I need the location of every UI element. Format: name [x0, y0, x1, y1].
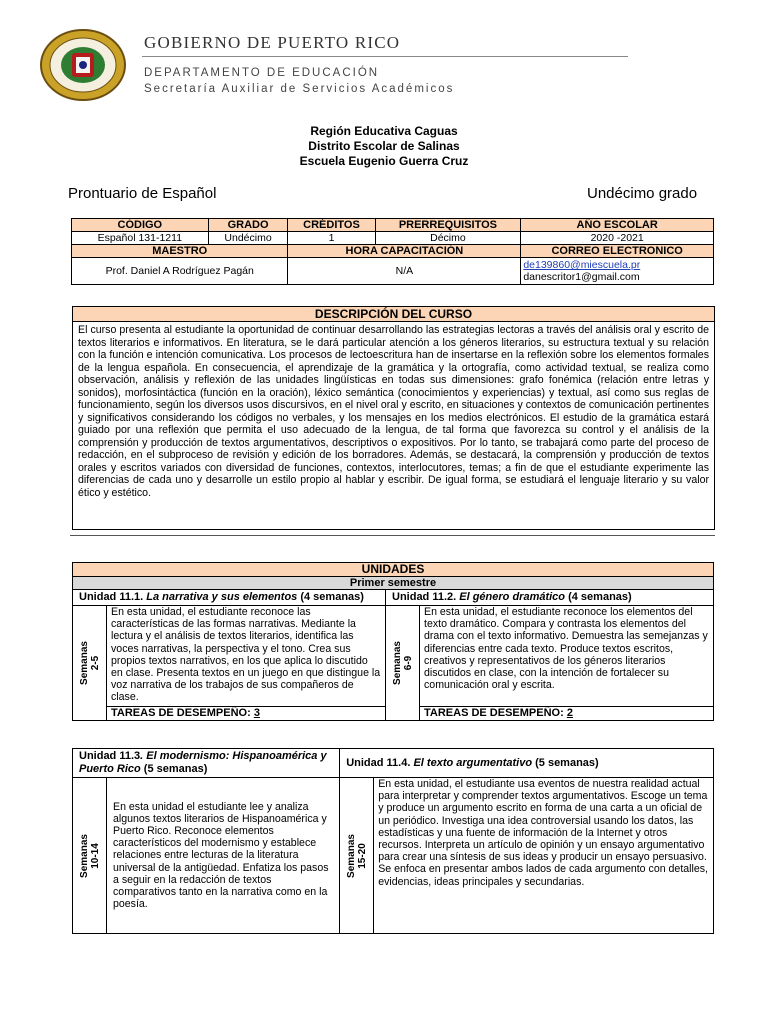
- semester-label: Primer semestre: [73, 577, 714, 590]
- unit-11-1-weeks: Semanas 2-5: [73, 606, 107, 721]
- header-rule: [142, 56, 628, 57]
- training-hours: N/A: [288, 258, 521, 285]
- unit-11-2-tasks: TAREAS DE DESEMPEÑO: 2: [420, 707, 714, 721]
- unit-11-4-title: Unidad 11.4. El texto argumentativo (5 semanas): [340, 749, 714, 778]
- description-heading: DESCRIPCIÓN DEL CURSO: [73, 307, 714, 322]
- unit-11-3-body: En esta unidad el estudiante lee y analiza algunos textos literarios de Hispanoamérica y Puerto Rico. Reconoce elementos característicos del modernismo y establece relaciones entre lecturas de la literatura universal de la antigüedad. Enfatiza los pasos a seguir en la redacción de textos comparativos tanto en la narrativa como en la poesía.: [107, 778, 340, 934]
- government-title: GOBIERNO DE PUERTO RICO: [144, 33, 401, 52]
- header-codigo: CÓDIGO: [72, 219, 209, 232]
- header-grado: GRADO: [208, 219, 288, 232]
- value-ano-escolar: 2020 -2021: [521, 232, 714, 245]
- header-creditos: CRÉDITOS: [288, 219, 375, 232]
- course-description: [72, 306, 715, 530]
- document-title: Prontuario de Español: [68, 185, 217, 202]
- header-maestro: MAESTRO: [72, 245, 288, 258]
- description-body: El curso presenta al estudiante la oportunidad de continuar desarrollando las estrategias lectoras a través del análisis oral y escrito de textos literarios e informativos. En literatura, se le dará particular atención a los géneros literarios, su estructura textual y su relación con la función e intención comunicativa. Los procesos de lectoescritura han de insertarse en la reflexión sobre los elementos formales de la lengua española. En consecuencia, el aprendizaje de la gramática y la ortografía, como actividad textual, se realiza como observación, análisis y reflexión de las unidades lingüísticas en todas sus dimensiones: grafo fonémica (relación entre letras y sonidos), morfosintáctica (función en la oración), léxico semántica (conocimientos y experiencias) y textual, así como sus reglas de funcionamiento, según los diversos usos discursivos, en el nivel oral y escrito, en situaciones y contextos de comunicación pertinentes y significativos considerando los códigos no verbales, y los mensajes en los medios electrónicos. El estudio de la gramática estará guiado por una reflexión que permita el uso adecuado de la lengua, de tal forma que favorezca su control y el análisis de la comprensión y producción de textos argumentativos, descriptivos o expositivos. Por lo tanto, se trabajará como parte del proceso de redacción, en el subproceso de revisión y edición de los borradores. Además, se destacará, la comprensión y producción de textos orales y escritos variados con diversidad de funciones, contextos, interlocutores, temas; a fin de que el estudiante experimente las diferencias de cada uno y desarrolle un estilo propio al hablar y escribir. De igual forma, se estudiará el lenguaje literario y su valor ético y estético.: [78, 324, 709, 499]
- unit-11-3-weeks: Semanas 10-14: [73, 778, 107, 934]
- unit-11-4-weeks: Semanas 15-20: [340, 778, 374, 934]
- government-seal: [36, 28, 130, 102]
- header-prerrequisitos: PRERREQUISITOS: [375, 219, 521, 232]
- unit-11-2-body: En esta unidad, el estudiante reconoce los elementos del texto dramático. Compara y contrasta los elementos del drama con el texto informativo. Demuestra las semejanzas y diferencias entre cada texto. Produce textos escritos, creativos y representativos de los géneros literarios discutidos en clase, con la intención de fortalecer su comunicación oral y escrita.: [420, 606, 714, 707]
- value-creditos: 1: [288, 232, 375, 245]
- teacher-name: Prof. Daniel A Rodríguez Pagán: [72, 258, 288, 285]
- header-correo: CORREO ELECTRONICO: [521, 245, 714, 258]
- section-divider: [70, 535, 715, 536]
- school-name: Escuela Eugenio Guerra Cruz: [299, 154, 469, 168]
- header-hora: HORA CAPACITACIÓN: [288, 245, 521, 258]
- email-cell: [521, 258, 714, 285]
- unit-11-1-body: En esta unidad, el estudiante reconoce las características de las formas narrativas. Mediante la lectura y el análisis de textos literarios, identifica las voces narrativas, la perspectiva y el tono. Crea sus propios textos narrativos, en los que aplica lo discutido en clase. Presenta textos en un juego en que distingue la voz narrativa de los trabajos de sus compañeros de clase.: [107, 606, 386, 707]
- units-table: [72, 562, 714, 721]
- school-info: [0, 124, 768, 169]
- unit-11-1-title: Unidad 11.1. La narrativa y sus elementos (4 semanas): [73, 590, 386, 606]
- header-ano-escolar: AÑO ESCOLAR: [521, 219, 714, 232]
- value-grado: Undécimo: [208, 232, 288, 245]
- unit-11-2-weeks: Semanas 6-9: [386, 606, 420, 721]
- email-secondary: danescritor1@gmail.com: [523, 271, 640, 283]
- value-codigo: Español 131-1211: [72, 232, 209, 245]
- region: Región Educativa Caguas: [310, 124, 458, 138]
- district: Distrito Escolar de Salinas: [308, 139, 460, 153]
- secretariat-name: Secretaría Auxiliar de Servicios Académicos: [144, 83, 455, 95]
- course-info-table: [71, 218, 714, 285]
- email-link[interactable]: de139860@miescuela.pr: [523, 259, 641, 271]
- unit-11-2-title: Unidad 11.2. El género dramático (4 semanas): [386, 590, 714, 606]
- units-table-2: [72, 748, 714, 934]
- unit-11-4-body: En esta unidad, el estudiante usa eventos de nuestra realidad actual para interpretar y comprender textos argumentativos. Escoge un tema y produce un argumento escrito en forma de una carta a un oficial de un periódico. Investiga una idea controversial usando los datos, las estadísticas y una fuente de información de la Internet y otros recursos. Interpreta un artículo de opinión y un ensayo argumentativo para crear una síntesis de sus ideas y producir un ensayo persuasivo. Se enfoca en presentar ambos lados de cada argumento con detalles, evidencias, ideas principales y secundarias.: [374, 778, 714, 934]
- unit-11-1-tasks: TAREAS DE DESEMPEÑO: 3: [107, 707, 386, 721]
- grade-label: Undécimo grado: [587, 185, 698, 202]
- department-name: DEPARTAMENTO DE EDUCACIÓN: [144, 67, 380, 79]
- units-heading: UNIDADES: [73, 563, 714, 577]
- value-prerrequisitos: Décimo: [375, 232, 521, 245]
- unit-11-3-title: Unidad 11.3. El modernismo: Hispanoamérica y Puerto Rico (5 semanas): [73, 749, 340, 778]
